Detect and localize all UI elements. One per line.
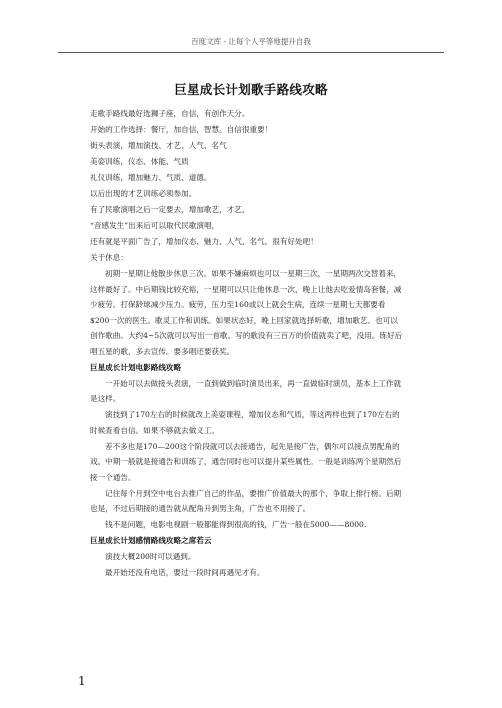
film-paragraph: 演技到了170左右的时候就改上美姿课程，增加仪态和气质，等这两样也到了170左右的时候查看自信。如果不够就去做义工。 <box>90 410 400 435</box>
body-line: “音感发生”出来后可以取代民歌演唱， <box>90 221 220 230</box>
rest-paragraph: 初期一星期让他散步休息三次。如果不嫌麻烦也可以一星期三次，一星期两次交替着来，这样最好了。中后期钱比较充裕，一星期可以只让他休息一次，晚上让他去吃爱情岛套餐，减少疲劳。打保龄球减少压力。疲劳，压力至160或以上就会生病，连续一星期七天都要看$200一次的医生。歌灵工作和训练。如果状态好，晚上回家就选择听歌，增加歌艺。也可以创作歌曲。大约4~5次就可以写出一首歌。写的歌没有三百万的价值就卖了吧，没用。练好后唱五星的歌，多去宣传。要多唱还要获奖。 <box>90 269 403 356</box>
body-line: 美姿训练，仪态、体能、气质 <box>90 157 189 166</box>
film-paragraph: 记住每个月到空中电台去推广自己的作品，要推广价值最大的那个，争取上排行榜。后期也是，不过后期接的通告就从配角升到男主角，广告也不用接了。 <box>90 488 402 513</box>
body-line: 开始的工作选择：餐厅，加自信，智慧。自信很重要！ <box>90 125 273 134</box>
film-paragraph: 一开始可以去做接头表演，一直到做到临时演员出来，再一直做临时演员，基本上工作就是这样。 <box>90 378 402 403</box>
section-heading-film: 巨星成长计划电影路线攻略 <box>90 362 182 372</box>
page-number: 1 <box>78 674 86 688</box>
body-line: 走歌手路线最好选狮子座，自信，有创作天分。 <box>90 109 250 118</box>
body-line: 有了民歌演唱之后一定要去，增加歌艺，才艺， <box>90 205 250 214</box>
body-line: 街头表演，增加演技、才艺、人气、名气 <box>90 141 227 150</box>
section-heading-love: 巨星成长计划感情路线攻略之席若云 <box>90 536 212 545</box>
document-title: 巨星成长计划歌手路线攻略 <box>174 82 328 97</box>
page-header: 百度文库 - 让每个人平等地提升自我 <box>58 36 444 53</box>
body-line: 礼仪训练，增加魅力、气质、道德。 <box>90 173 212 182</box>
film-paragraph: 钱不是问题，电影电视剧一般都能得到很高的钱，广告一般在5000——8000. <box>105 520 367 529</box>
film-paragraph: 差不多也是170—200这个阶段就可以去接通告，起先是接广告，偶尔可以接点男配角的戏。中期一般就是接通告和训练了，通告同时也可以提升某些属性。一般是训练两个星期然后接一个通告。 <box>90 441 402 482</box>
love-paragraph: 最开始还没有电话，要过一段时间再遇见才有。 <box>105 568 265 577</box>
body-line: 还有就是平面广告了，增加仪态、魅力、人气、名气。很有好处吧！ <box>90 237 318 246</box>
body-line: 关于休息： <box>90 253 128 262</box>
body-line: 以后出现的才艺训练必须参加。 <box>90 189 197 198</box>
love-paragraph: 演技大概200时可以遇到。 <box>105 552 196 561</box>
document-body <box>90 106 404 581</box>
